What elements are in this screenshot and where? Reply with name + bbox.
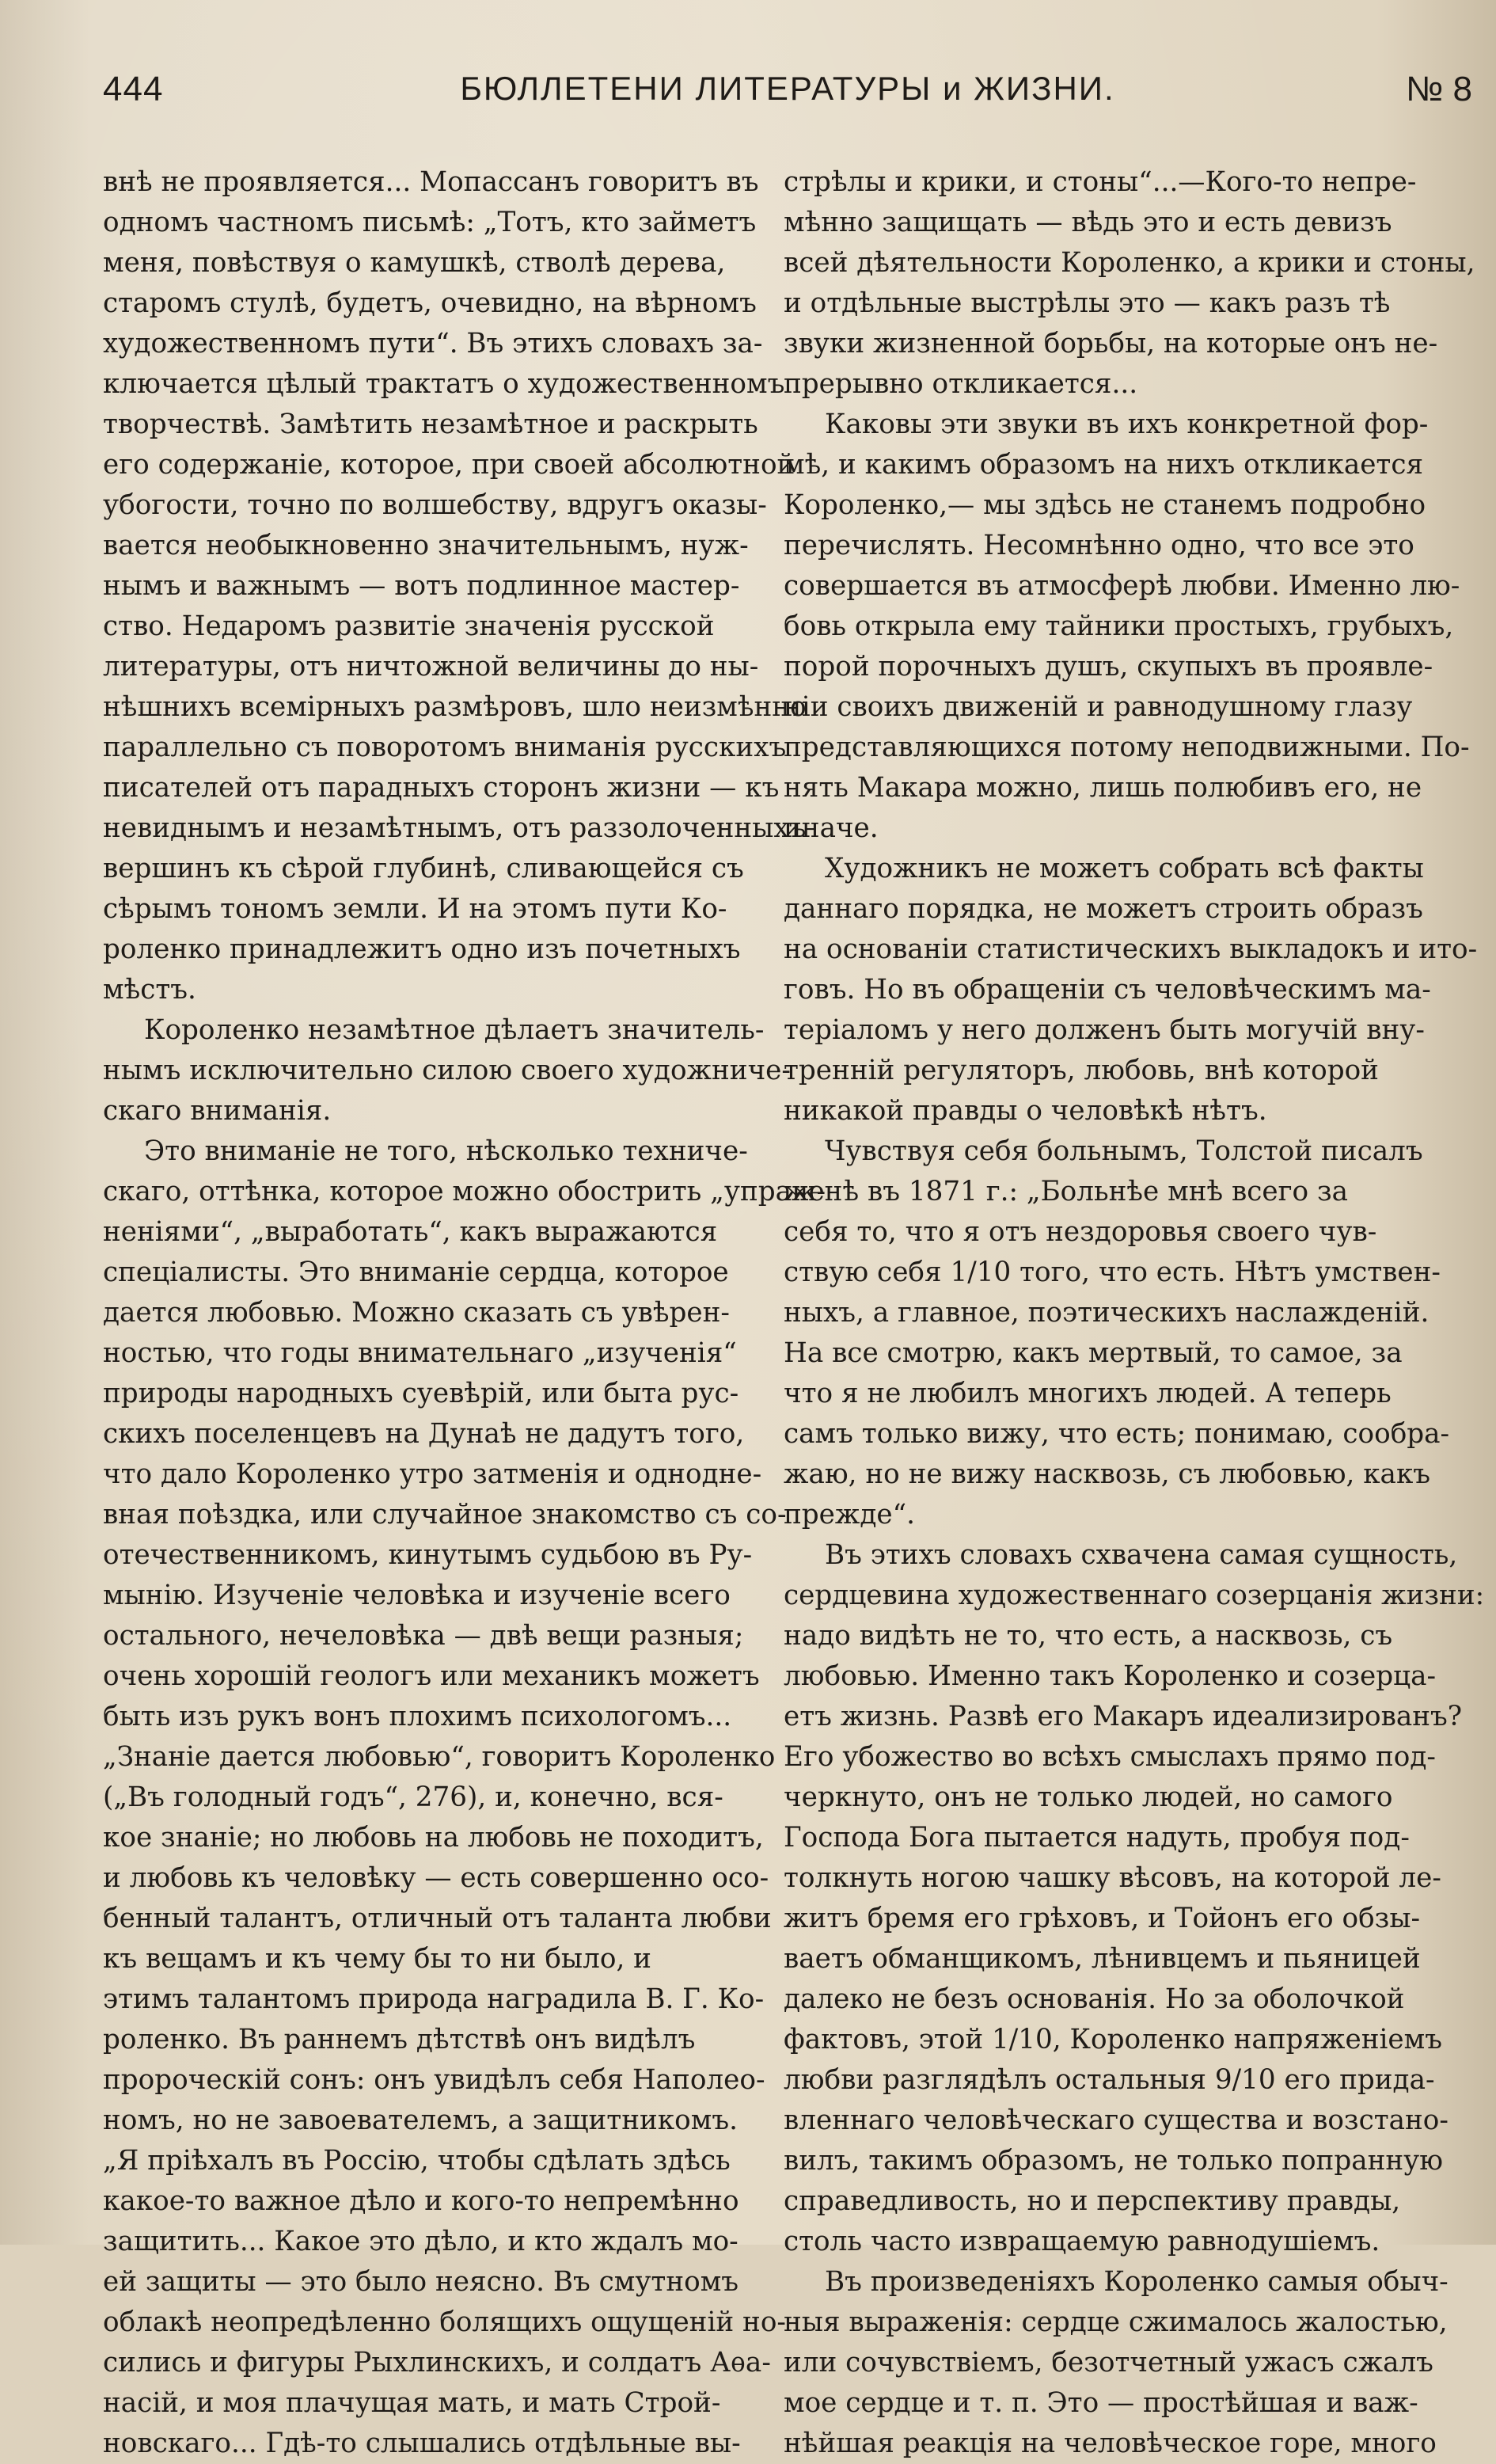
paragraph-start-line: Каковы эти звуки въ ихъ конкретной фор-	[825, 409, 1429, 440]
text-line: что я не любилъ многихъ людей. А теперь	[784, 1378, 1392, 1409]
text-line: отечественникомъ, кинутымъ судьбою въ Ру-	[103, 1539, 753, 1571]
text-line: ныхъ, а главное, поэтическихъ наслажденій.	[784, 1297, 1430, 1329]
text-line: остального, нечеловѣка — двѣ вещи разныя;	[103, 1620, 744, 1652]
text-line: мѣ, и какимъ образомъ на нихъ откликается	[784, 449, 1424, 481]
page-number: 444	[103, 70, 164, 108]
text-line: роленко принадлежитъ одно изъ почетныхъ	[103, 934, 741, 965]
text-line: етъ жизнь. Развѣ его Макаръ идеализированъ?	[784, 1701, 1463, 1732]
text-line: новскаго... Гдѣ-то слышались отдѣльные вы-	[103, 2428, 741, 2459]
right-column	[784, 162, 1485, 2464]
text-line: бовь открыла ему тайники простыхъ, грубыхъ,	[784, 610, 1454, 642]
text-line: нымъ исключительно силою своего художниче-	[103, 1055, 791, 1086]
text-line: порой порочныхъ душъ, скупыхъ въ проявле-	[784, 651, 1433, 683]
text-line: Его убожество во всѣхъ смыслахъ прямо под-	[784, 1741, 1436, 1773]
text-line: очень хорошій геологъ или механикъ можетъ	[103, 1660, 760, 1692]
text-line: скаго вниманія.	[103, 1095, 332, 1127]
text-line: вилъ, такимъ образомъ, не только попранную	[784, 2145, 1444, 2177]
text-line: стрѣлы и крики, и стоны“...—Кого-то непре-	[784, 166, 1417, 198]
left-column	[103, 162, 826, 2464]
text-line: номъ, но не завоевателемъ, а защитникомъ.	[103, 2105, 738, 2136]
text-line: представляющихся потому неподвижными. По-	[784, 732, 1470, 763]
paragraph-start-line: Это вниманіе не того, нѣсколько техниче-	[144, 1135, 748, 1167]
text-line: какое-то важное дѣло и кого-то непремѣнно	[103, 2185, 739, 2217]
page-header	[103, 70, 1472, 133]
text-line: ваетъ обманщикомъ, лѣнивцемъ и пьяницей	[784, 1943, 1421, 1975]
text-line: житъ бремя его грѣховъ, и Тойонъ его обзы-	[784, 1903, 1421, 1934]
text-line: всей дѣятельности Короленко, а крики и стоны,	[784, 247, 1475, 279]
text-line: ныя выраженія: сердце сжималось жалостью,	[784, 2306, 1448, 2338]
text-line: столь часто извращаемую равнодушіемъ.	[784, 2226, 1380, 2257]
text-line: вная поѣздка, или случайное знакомство съ со-	[103, 1499, 787, 1530]
text-line: сердцевина художественнаго созерцанія жизни:	[784, 1580, 1485, 1611]
text-line: бенный талантъ, отличный отъ таланта любви	[103, 1903, 772, 1934]
issue-number: № 8	[1406, 70, 1472, 108]
text-line: писателей отъ парадныхъ сторонъ жизни — къ	[103, 772, 780, 804]
text-line: черкнуто, онъ не только людей, но самого	[784, 1781, 1393, 1813]
text-line: Короленко,— мы здѣсь не станемъ подробно	[784, 489, 1426, 521]
text-line: перечислять. Несомнѣнно одно, что все это	[784, 530, 1414, 561]
text-line: пророческій сонъ: онъ увидѣлъ себя Наполео-	[103, 2064, 765, 2096]
text-line: мынію. Изученіе человѣка и изученіе всего	[103, 1580, 731, 1611]
text-line: („Въ голодный годъ“, 276), и, конечно, вся-	[103, 1781, 723, 1813]
text-line: литературы, отъ ничтожной величины до ны-	[103, 651, 759, 683]
text-line: никакой правды о человѣкѣ нѣтъ.	[784, 1095, 1267, 1127]
text-line: Господа Бога пытается надуть, пробуя под-	[784, 1822, 1410, 1854]
running-title: БЮЛЛЕТЕНИ ЛИТЕРАТУРЫ и ЖИЗНИ.	[460, 70, 1115, 107]
text-line: себя то, что я отъ нездоровья своего чув-	[784, 1216, 1377, 1248]
text-line: ключается цѣлый трактатъ о художественномъ	[103, 368, 785, 400]
text-line: художественномъ пути“. Въ этихъ словахъ за-	[103, 328, 763, 359]
text-line: надо видѣть не то, что есть, а насквозь, съ	[784, 1620, 1393, 1652]
text-line: далеко не безъ основанія. Но за оболочкой	[784, 1983, 1405, 2015]
text-line: кое знаніе; но любовь на любовь не походитъ,	[103, 1822, 764, 1854]
text-line: ство. Недаромъ развитіе значенія русской	[103, 610, 715, 642]
text-line: ніи своихъ движеній и равнодушному глазу	[784, 691, 1413, 723]
text-line: сились и фигуры Рыхлинскихъ, и солдатъ Аѳа-	[103, 2347, 771, 2378]
text-line: нѣшнихъ всемірныхъ размѣровъ, шло неизмѣнно	[103, 691, 807, 723]
text-line: къ вещамъ и къ чему бы то ни было, и	[103, 1943, 651, 1975]
text-line: дается любовью. Можно сказать съ увѣрен-	[103, 1297, 730, 1329]
text-line: нять Макара можно, лишь полюбивъ его, не	[784, 772, 1422, 804]
paragraph-start-line: Въ произведеніяхъ Короленко самыя обыч-	[825, 2266, 1449, 2298]
text-line: одномъ частномъ письмѣ: „Тотъ, кто займетъ	[103, 207, 757, 238]
text-line: любви разглядѣлъ остальныя 9/10 его прида-	[784, 2064, 1435, 2096]
text-line: тренній регуляторъ, любовь, внѣ которой	[784, 1055, 1379, 1086]
text-line: или сочувствіемъ, безотчетный ужасъ сжалъ	[784, 2347, 1433, 2378]
text-line: женѣ въ 1871 г.: „Больнѣе мнѣ всего за	[784, 1176, 1348, 1207]
text-line: прежде“.	[784, 1499, 915, 1530]
text-line: На все смотрю, какъ мертвый, то самое, за	[784, 1337, 1403, 1369]
text-line: роленко. Въ раннемъ дѣтствѣ онъ видѣлъ	[103, 2024, 696, 2055]
text-line: сѣрымъ тономъ земли. И на этомъ пути Ко-	[103, 893, 727, 925]
text-line: вершинъ къ сѣрой глубинѣ, сливающейся съ	[103, 853, 744, 884]
text-line: жаю, но не вижу насквозь, съ любовью, какъ	[784, 1458, 1431, 1490]
paragraph-start-line: Въ этихъ словахъ схвачена самая сущность,	[825, 1539, 1458, 1571]
text-line: этимъ талантомъ природа наградила В. Г. Ко-	[103, 1983, 765, 2015]
text-line: теріаломъ у него долженъ быть могучій вну-	[784, 1014, 1425, 1046]
text-line: и отдѣльные выстрѣлы это — какъ разъ тѣ	[784, 287, 1391, 319]
text-line: справедливость, но и перспективу правды,	[784, 2185, 1401, 2217]
text-line: „Знаніе дается любовью“, говоритъ Короленко	[103, 1741, 776, 1773]
text-line: защитить... Какое это дѣло, и кто ждалъ мо-	[103, 2226, 739, 2257]
text-line: мое сердце и т. п. Это — простѣйшая и важ-	[784, 2387, 1418, 2419]
text-line: мѣнно защищать — вѣдь это и есть девизъ	[784, 207, 1392, 238]
text-line: скаго, оттѣнка, которое можно обострить „упраж-	[103, 1176, 826, 1207]
text-line: облакѣ неопредѣленно болящихъ ощущеній но-	[103, 2306, 786, 2338]
text-line: вленнаго человѣческаго существа и возстано-	[784, 2105, 1449, 2136]
text-line: на основаніи статистическихъ выкладокъ и ито-	[784, 934, 1478, 965]
text-line: звуки жизненной борьбы, на которые онъ не-	[784, 328, 1438, 359]
text-line: внѣ не проявляется... Мопассанъ говоритъ въ	[103, 166, 759, 198]
text-line: даннаго порядка, не можетъ строить образъ	[784, 893, 1423, 925]
text-line: нѣйшая реакція на человѣческое горе, много	[784, 2428, 1437, 2459]
text-line: ей защиты — это было неясно. Въ смутномъ	[103, 2266, 739, 2298]
text-line: скихъ поселенцевъ на Дунаѣ не дадутъ того,	[103, 1418, 745, 1450]
text-line: самъ только вижу, что есть; понимаю, сообра-	[784, 1418, 1450, 1450]
text-line: фактовъ, этой 1/10, Короленко напряженіемъ	[784, 2024, 1442, 2055]
text-line: быть изъ рукъ вонъ плохимъ психологомъ...	[103, 1701, 732, 1732]
text-line: что дало Короленко утро затменія и однодне-	[103, 1458, 762, 1490]
text-line: прерывно откликается...	[784, 368, 1138, 400]
text-line: невиднымъ и незамѣтнымъ, отъ раззолоченныхъ	[103, 812, 807, 844]
text-line: совершается въ атмосферѣ любви. Именно лю-	[784, 570, 1460, 602]
text-line: ностью, что годы внимательнаго „изученія“	[103, 1337, 737, 1369]
text-line: вается необыкновенно значительнымъ, нуж-	[103, 530, 749, 561]
text-line: старомъ стулѣ, будетъ, очевидно, на вѣрномъ	[103, 287, 757, 319]
text-line: неніями“, „выработать“, какъ выражаются	[103, 1216, 718, 1248]
paragraph-start-line: Художникъ не можетъ собрать всѣ факты	[825, 853, 1424, 884]
text-line: спеціалисты. Это вниманіе сердца, которое	[103, 1257, 729, 1288]
text-line: насій, и моя плачущая мать, и мать Строй-	[103, 2387, 721, 2419]
text-line: параллельно съ поворотомъ вниманія русскихъ	[103, 732, 787, 763]
paragraph-start-line: Чувствуя себя больнымъ, Толстой писалъ	[825, 1135, 1423, 1167]
text-line: меня, повѣствуя о камушкѣ, стволѣ дерева,	[103, 247, 726, 279]
text-line: нымъ и важнымъ — вотъ подлинное мастер-	[103, 570, 740, 602]
text-line: говъ. Но въ обращеніи съ человѣческимъ ма-	[784, 974, 1431, 1006]
text-line: его содержаніе, которое, при своей абсолютной	[103, 449, 795, 481]
text-line: любовью. Именно такъ Короленко и созерца-	[784, 1660, 1437, 1692]
text-line: убогости, точно по волшебству, вдругъ оказы-	[103, 489, 767, 521]
text-line: толкнуть ногою чашку вѣсовъ, на которой ле-	[784, 1862, 1441, 1894]
text-line: и любовь къ человѣку — есть совершенно осо-	[103, 1862, 769, 1894]
text-line: „Я пріѣхалъ въ Россію, чтобы сдѣлать здѣсь	[103, 2145, 731, 2177]
text-line: ствую себя 1/10 того, что есть. Нѣтъ умствен-	[784, 1257, 1441, 1288]
paragraph-start-line: Короленко незамѣтное дѣлаетъ значитель-	[144, 1014, 765, 1046]
text-line: мѣстъ.	[103, 974, 196, 1006]
text-line: природы народныхъ суевѣрій, или быта рус-	[103, 1378, 739, 1409]
text-line: иначе.	[784, 812, 879, 844]
text-line: творчествѣ. Замѣтить незамѣтное и раскрыть	[103, 409, 758, 440]
